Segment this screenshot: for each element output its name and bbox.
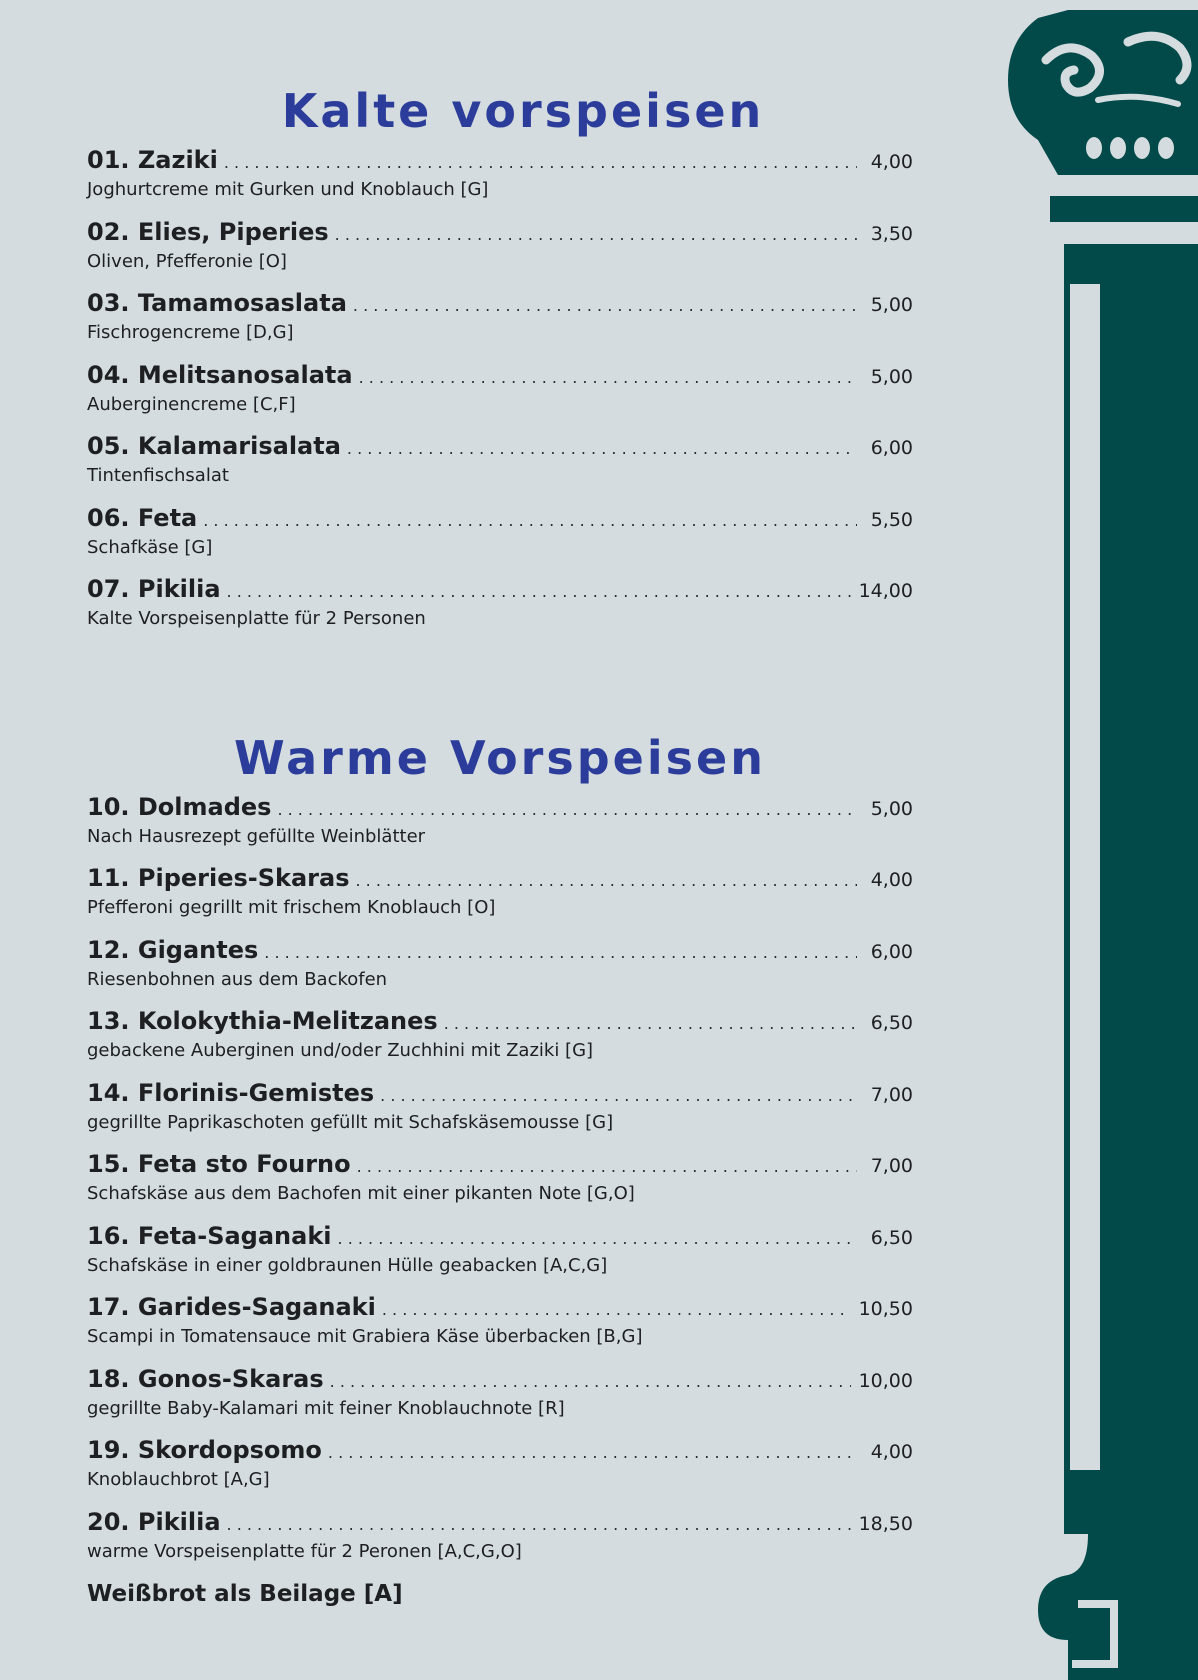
item-price: 7,00 bbox=[870, 1155, 913, 1177]
item-price: 5,50 bbox=[870, 508, 913, 531]
item-price: 4,00 bbox=[870, 869, 913, 891]
menu-item bbox=[87, 357, 913, 429]
item-description: Tintenfischsalat bbox=[87, 465, 229, 486]
item-description: Scampi in Tomatensauce mit Grabiera Käse überbacken [B,G] bbox=[87, 1326, 643, 1347]
item-description: warme Vorspeisenplatte für 2 Peronen [A,C,G,O] bbox=[87, 1540, 522, 1562]
item-description: Kalte Vorspeisenplatte für 2 Personen bbox=[87, 608, 426, 629]
item-name: 14. Florinis-Gemistes bbox=[87, 1078, 375, 1107]
item-name: 05. Kalamarisalata bbox=[87, 432, 341, 460]
item-price: 4,00 bbox=[870, 1441, 913, 1463]
item-description: Auberginencreme [C,F] bbox=[87, 393, 296, 415]
item-price: 5,00 bbox=[870, 365, 913, 388]
menu-item bbox=[87, 1146, 913, 1218]
item-name: 06. Feta bbox=[87, 503, 198, 532]
item-name: 19. Skordopsomo bbox=[87, 1436, 322, 1464]
menu-item bbox=[87, 428, 913, 500]
greek-column-decoration bbox=[1008, 0, 1198, 1680]
dot-leader bbox=[328, 1435, 857, 1471]
dot-leader bbox=[224, 145, 857, 181]
dot-leader bbox=[359, 360, 857, 396]
item-name: 10. Dolmades bbox=[87, 792, 272, 821]
item-name: 16. Feta-Saganaki bbox=[87, 1221, 332, 1250]
section-spacer bbox=[87, 643, 913, 727]
menu-item bbox=[87, 214, 913, 286]
item-description: gegrillte Paprikaschoten gefüllt mit Schafskäsemousse [G] bbox=[87, 1111, 614, 1133]
item-description: Schafskäse aus dem Bachofen mit einer pikanten Note [G,O] bbox=[87, 1183, 635, 1204]
dot-leader bbox=[357, 1149, 857, 1185]
item-name: 04. Melitsanosalata bbox=[87, 360, 353, 389]
dot-leader bbox=[356, 863, 858, 899]
section-title-warme-vorspeisen: Warme Vorspeisen bbox=[234, 730, 766, 785]
dot-leader bbox=[347, 431, 857, 467]
section-title-kalte-vorspeisen: Kalte vorspeisen bbox=[281, 84, 765, 138]
item-description: gegrillte Baby-Kalamari mit feiner Knoblauchnote [R] bbox=[87, 1397, 565, 1419]
item-price: 18,50 bbox=[858, 1512, 913, 1535]
item-description: Knoblauchbrot [A,G] bbox=[87, 1469, 270, 1490]
menu-item bbox=[87, 1432, 913, 1504]
dot-leader bbox=[227, 1507, 851, 1543]
menu-item bbox=[87, 1361, 913, 1433]
item-description: gebackene Auberginen und/oder Zuchhini mit Zaziki [G] bbox=[87, 1040, 594, 1061]
item-name: 03. Tamamosaslata bbox=[87, 289, 347, 317]
item-name: 12. Gigantes bbox=[87, 935, 259, 964]
menu-item bbox=[87, 142, 913, 214]
item-name: 02. Elies, Piperies bbox=[87, 217, 329, 246]
dot-leader bbox=[335, 217, 857, 253]
item-name: 07. Pikilia bbox=[87, 575, 221, 603]
item-price: 6,50 bbox=[870, 1226, 913, 1249]
item-name: 17. Garides-Saganaki bbox=[87, 1293, 376, 1321]
item-price: 3,50 bbox=[870, 222, 913, 245]
menu-item bbox=[87, 500, 913, 572]
menu-item bbox=[87, 789, 913, 861]
item-description: Pfefferoni gegrillt mit frischem Knoblauch [O] bbox=[87, 897, 496, 918]
item-price: 4,00 bbox=[870, 151, 913, 173]
item-price: 10,00 bbox=[858, 1369, 913, 1392]
item-price: 5,00 bbox=[870, 797, 913, 820]
item-price: 6,00 bbox=[870, 437, 913, 459]
item-name: 13. Kolokythia-Melitzanes bbox=[87, 1007, 438, 1035]
menu-item bbox=[87, 571, 913, 643]
item-name: 15. Feta sto Fourno bbox=[87, 1150, 351, 1178]
item-price: 7,00 bbox=[870, 1083, 913, 1106]
menu-item bbox=[87, 932, 913, 1004]
footer-note: Weißbrot als Beilage [A] bbox=[87, 1581, 403, 1607]
dot-leader bbox=[380, 1078, 857, 1114]
dot-leader bbox=[444, 1006, 857, 1042]
item-name: 20. Pikilia bbox=[87, 1507, 221, 1536]
item-description: Joghurtcreme mit Gurken und Knoblauch [G] bbox=[87, 179, 489, 200]
dot-leader bbox=[330, 1364, 851, 1400]
item-price: 6,50 bbox=[870, 1012, 913, 1034]
item-name: 01. Zaziki bbox=[87, 146, 218, 174]
item-description: Schafkäse [G] bbox=[87, 536, 213, 558]
item-description: Fischrogencreme [D,G] bbox=[87, 322, 294, 343]
dot-leader bbox=[353, 288, 857, 324]
item-name: 18. Gonos-Skaras bbox=[87, 1364, 324, 1393]
menu-item bbox=[87, 860, 913, 932]
item-price: 5,00 bbox=[870, 294, 913, 316]
item-price: 14,00 bbox=[858, 580, 913, 602]
item-description: Nach Hausrezept gefüllte Weinblätter bbox=[87, 825, 426, 847]
item-name: 11. Piperies-Skaras bbox=[87, 864, 350, 892]
menu-item bbox=[87, 1003, 913, 1075]
item-price: 10,50 bbox=[858, 1298, 913, 1320]
menu-item bbox=[87, 285, 913, 357]
menu-item bbox=[87, 1075, 913, 1147]
item-price: 6,00 bbox=[870, 940, 913, 963]
dot-leader bbox=[277, 792, 857, 828]
item-description: Schafskäse in einer goldbraunen Hülle geabacken [A,C,G] bbox=[87, 1254, 608, 1276]
menu-item bbox=[87, 1504, 913, 1576]
menu-content bbox=[87, 80, 913, 1611]
dot-leader bbox=[203, 503, 857, 539]
item-description: Oliven, Pfefferonie [O] bbox=[87, 250, 287, 272]
menu-item bbox=[87, 1289, 913, 1361]
dot-leader bbox=[264, 935, 857, 971]
menu-item bbox=[87, 1218, 913, 1290]
dot-leader bbox=[382, 1292, 851, 1328]
item-description: Riesenbohnen aus dem Backofen bbox=[87, 968, 388, 990]
dot-leader bbox=[227, 574, 851, 610]
dot-leader bbox=[338, 1221, 857, 1257]
